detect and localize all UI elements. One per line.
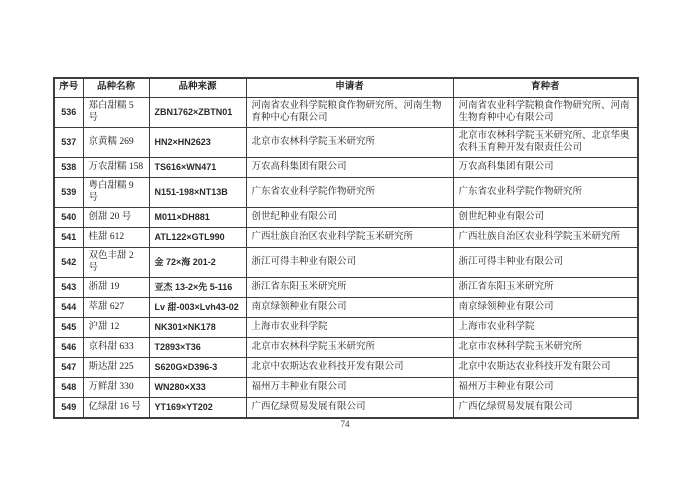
cell-applicant: 北京中农斯达农业科技开发有限公司 [246,358,453,378]
cell-breeder: 广西亿绿贸易发展有限公司 [453,398,638,419]
cell-breeder: 北京市农林科学院玉米研究所、北京华奥农科玉育种开发有限责任公司 [453,128,638,158]
cell-serial: 549 [54,398,83,419]
cell-applicant: 广西亿绿贸易发展有限公司 [246,398,453,419]
table-row [54,358,638,378]
header-serial: 序号 [54,78,83,98]
cell-serial: 542 [54,248,83,278]
cell-breeder: 河南省农业科学院粮食作物研究所、河南生物育种中心有限公司 [453,98,638,128]
table-row [54,318,638,338]
cell-applicant: 上海市农业科学院 [246,318,453,338]
cell-serial: 536 [54,98,83,128]
cell-serial: 540 [54,208,83,228]
cell-applicant: 广东省农业科学院作物研究所 [246,178,453,208]
header-breeder: 育种者 [453,78,638,98]
header-variety-name: 品种名称 [83,78,149,98]
variety-table [53,77,639,419]
cell-variety-name: 亿绿甜 16 号 [83,398,149,419]
cell-variety-source: N151-198×NT13B [149,178,246,208]
cell-breeder: 北京市农林科学院玉米研究所 [453,338,638,358]
cell-breeder: 浙江可得丰种业有限公司 [453,248,638,278]
table-row [54,98,638,128]
cell-serial: 546 [54,338,83,358]
cell-serial: 544 [54,298,83,318]
cell-breeder: 万农高科集团有限公司 [453,158,638,178]
table-row [54,178,638,208]
cell-variety-name: 万鲜甜 330 [83,378,149,398]
cell-variety-name: 郑白甜糯 5 号 [83,98,149,128]
cell-serial: 545 [54,318,83,338]
cell-variety-name: 双色丰甜 2 号 [83,248,149,278]
cell-variety-name: 萃甜 627 [83,298,149,318]
cell-serial: 543 [54,278,83,298]
cell-variety-source: Lv 甜-003×Lvh43-02 [149,298,246,318]
table-row [54,128,638,158]
cell-variety-name: 粤白甜糯 9 号 [83,178,149,208]
table-body [54,98,638,419]
cell-variety-name: 斯达甜 225 [83,358,149,378]
cell-variety-source: 亚杰 13-2×先 5-116 [149,278,246,298]
table-row [54,158,638,178]
table-row [54,298,638,318]
cell-variety-name: 创甜 20 号 [83,208,149,228]
cell-variety-name: 浙甜 19 [83,278,149,298]
cell-variety-name: 京科甜 633 [83,338,149,358]
cell-serial: 541 [54,228,83,248]
cell-breeder: 广东省农业科学院作物研究所 [453,178,638,208]
cell-applicant: 河南省农业科学院粮食作物研究所、河南生物育种中心有限公司 [246,98,453,128]
table-row [54,228,638,248]
cell-serial: 539 [54,178,83,208]
header-row [54,78,638,98]
cell-applicant: 万农高科集团有限公司 [246,158,453,178]
cell-serial: 538 [54,158,83,178]
table-row [54,398,638,419]
table-row [54,278,638,298]
cell-breeder: 南京绿领种业有限公司 [453,298,638,318]
table-row [54,208,638,228]
cell-serial: 547 [54,358,83,378]
cell-applicant: 南京绿领种业有限公司 [246,298,453,318]
cell-variety-source: WN280×X33 [149,378,246,398]
cell-applicant: 北京市农林科学院玉米研究所 [246,128,453,158]
cell-variety-source: T2893×T36 [149,338,246,358]
cell-variety-source: TS616×WN471 [149,158,246,178]
table-row [54,378,638,398]
cell-variety-name: 万农甜糯 158 [83,158,149,178]
cell-applicant: 创世纪种业有限公司 [246,208,453,228]
cell-variety-source: ZBN1762×ZBTN01 [149,98,246,128]
cell-breeder: 广西壮族自治区农业科学院玉米研究所 [453,228,638,248]
cell-breeder: 福州万丰种业有限公司 [453,378,638,398]
cell-variety-source: S620G×D396-3 [149,358,246,378]
cell-variety-name: 桂甜 612 [83,228,149,248]
cell-variety-source: NK301×NK178 [149,318,246,338]
cell-applicant: 浙江可得丰种业有限公司 [246,248,453,278]
cell-variety-source: YT169×YT202 [149,398,246,419]
cell-applicant: 浙江省东阳玉米研究所 [246,278,453,298]
cell-breeder: 浙江省东阳玉米研究所 [453,278,638,298]
table-header [54,78,638,98]
cell-applicant: 北京市农林科学院玉米研究所 [246,338,453,358]
cell-breeder: 创世纪种业有限公司 [453,208,638,228]
cell-variety-source: 金 72×海 201-2 [149,248,246,278]
cell-serial: 537 [54,128,83,158]
page-number: 74 [340,419,350,429]
cell-serial: 548 [54,378,83,398]
cell-variety-name: 沪甜 12 [83,318,149,338]
cell-variety-source: HN2×HN2623 [149,128,246,158]
cell-breeder: 北京中农斯达农业科技开发有限公司 [453,358,638,378]
cell-applicant: 福州万丰种业有限公司 [246,378,453,398]
header-variety-source: 品种来源 [149,78,246,98]
table-row [54,248,638,278]
cell-variety-name: 京黄糯 269 [83,128,149,158]
cell-variety-source: ATL122×GTL990 [149,228,246,248]
cell-applicant: 广西壮族自治区农业科学院玉米研究所 [246,228,453,248]
cell-breeder: 上海市农业科学院 [453,318,638,338]
header-applicant: 申请者 [246,78,453,98]
table-row [54,338,638,358]
cell-variety-source: M011×DH881 [149,208,246,228]
